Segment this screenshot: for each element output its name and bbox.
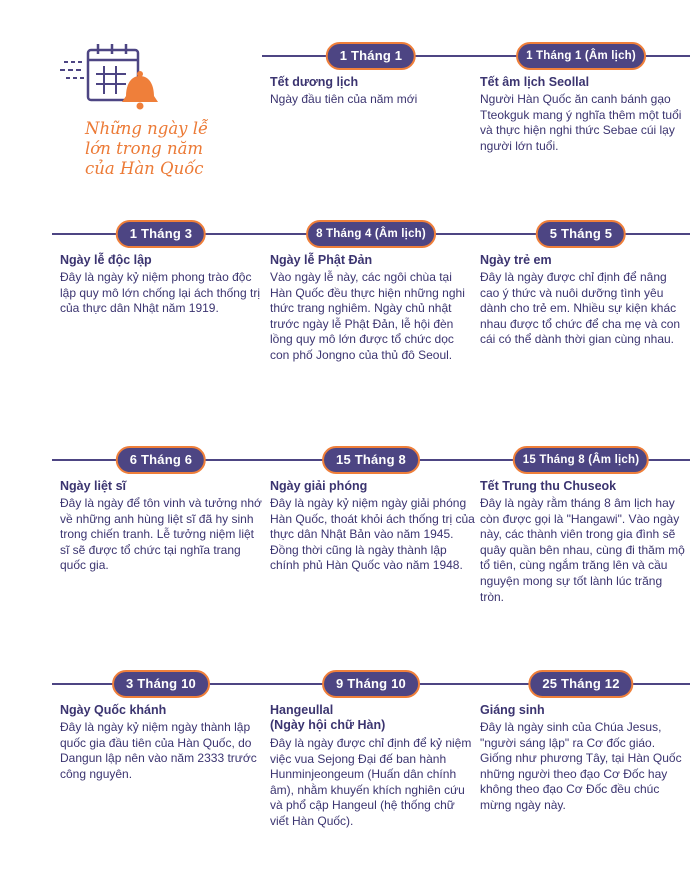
date-badge: 15 Tháng 8 [322, 446, 420, 474]
holiday-card [262, 446, 480, 656]
holiday-description: Vào ngày lễ này, các ngôi chùa tại Hàn Quốc đều thực hiện những nghi thức trang nghiêm. Ngày chủ nhật trước ngày lễ Phật Đản, lễ hội đèn lồng quy mô lớn được tổ chức dọc con phố Jongno của thủ đô Seoul. [270, 270, 465, 362]
holiday-card [472, 42, 690, 192]
holiday-title: Ngày lễ độc lập [60, 253, 152, 267]
date-badge: 1 Tháng 1 [326, 42, 416, 70]
holiday-title: Tết dương lịch [270, 75, 359, 89]
holiday-description: Đây là ngày kỷ niệm ngày thành lập quốc gia đầu tiên của Hàn Quốc, do Dangun lập nên vào năm 2333 trước công nguyên. [60, 720, 257, 781]
holiday-description: Người Hàn Quốc ăn canh bánh gạo Tteokguk mang ý nghĩa thêm một tuổi và thực hiện nghi thức Sebae cúi lạy người lớn tuổi. [480, 92, 682, 153]
holiday-card [472, 670, 690, 880]
date-badge: 8 Tháng 4 (Âm lịch) [306, 220, 436, 248]
date-badge: 1 Tháng 1 (Âm lịch) [516, 42, 646, 70]
holiday-card [52, 446, 270, 656]
holiday-title: Tết Trung thu Chuseok [480, 479, 617, 493]
holiday-card [472, 446, 690, 656]
date-badge: 3 Tháng 10 [112, 670, 210, 698]
holiday-card [262, 42, 480, 192]
holiday-description: Đây là ngày rằm tháng 8 âm lịch hay còn được gọi là "Hangawi". Vào ngày này, các thành viên trong gia đình sẽ quây quần bên nhau, cùng đi thăm mộ tổ tiên, cùng ngắm trăng lên và cầu nguyện mong sự tốt lành lúc trăng tròn. [480, 496, 685, 604]
holiday-description: Ngày đầu tiên của năm mới [270, 92, 418, 106]
holiday-description: Đây là ngày kỷ niệm ngày giải phóng Hàn Quốc, thoát khỏi ách thống trị của thực dân Nhật Bản vào năm 1945. Đồng thời cũng là ngày thành lập chính phủ Hàn Quốc vào năm 1948. [270, 496, 475, 573]
holiday-title: Giáng sinh [480, 703, 545, 717]
date-badge: 1 Tháng 3 [116, 220, 206, 248]
holiday-title: Hangeullal (Ngày hội chữ Hàn) [270, 703, 386, 732]
holiday-title: Ngày Quốc khánh [60, 703, 167, 717]
holiday-description: Đây là ngày để tôn vinh và tưởng nhớ về những anh hùng liệt sĩ đã hy sinh trong chiến tranh. Lễ tưởng niệm liệt sĩ sẽ được tổ chức tại nghĩa trang quốc gia. [60, 496, 262, 573]
holiday-description: Đây là ngày được chỉ định để nâng cao ý thức và nuôi dưỡng tình yêu dành cho trẻ em. Nhiều sự kiện khác nhau được tổ chức để cha mẹ và con cái có thể dành thời gian cùng nhau. [480, 270, 681, 347]
calendar-bell-icon [60, 40, 170, 116]
date-badge: 25 Tháng 12 [528, 670, 633, 698]
holiday-description: Đây là ngày được chỉ định để kỷ niệm việc vua Sejong Đại đế ban hành Hunminjeongeum (Huấn dân chính âm), nhằm khuyến khích nghiên cứu và phổ cập Hangeul (hệ thống chữ viết Hàn Quốc). [270, 736, 472, 828]
holiday-description: Đây là ngày kỷ niệm phong trào độc lập quy mô lớn chống lại ách thống trị của thực dân Nhật năm 1919. [60, 270, 260, 316]
holiday-card [52, 220, 270, 420]
holiday-title: Ngày trẻ em [480, 253, 552, 267]
holiday-title: Ngày giải phóng [270, 479, 368, 493]
holiday-card [262, 220, 480, 420]
holiday-card [52, 670, 270, 880]
holiday-card [262, 670, 480, 880]
holiday-card [472, 220, 690, 420]
holiday-title: Ngày lễ Phật Đản [270, 253, 373, 267]
date-badge: 15 Tháng 8 (Âm lịch) [513, 446, 649, 474]
holiday-title: Tết âm lịch Seollal [480, 75, 590, 89]
page-title: Những ngày lễ lớn trong năm của Hàn Quốc [85, 119, 209, 178]
date-badge: 9 Tháng 10 [322, 670, 420, 698]
holiday-description: Đây là ngày sinh của Chúa Jesus, "người sáng lập" ra Cơ đốc giáo. Giống như phương Tây, tại Hàn Quốc những người theo đạo Cơ Đốc hay không theo đạo Cơ Đốc đều chúc mừng ngày này. [480, 720, 682, 812]
date-badge: 6 Tháng 6 [116, 446, 206, 474]
holiday-title: Ngày liệt sĩ [60, 479, 126, 493]
date-badge: 5 Tháng 5 [536, 220, 626, 248]
